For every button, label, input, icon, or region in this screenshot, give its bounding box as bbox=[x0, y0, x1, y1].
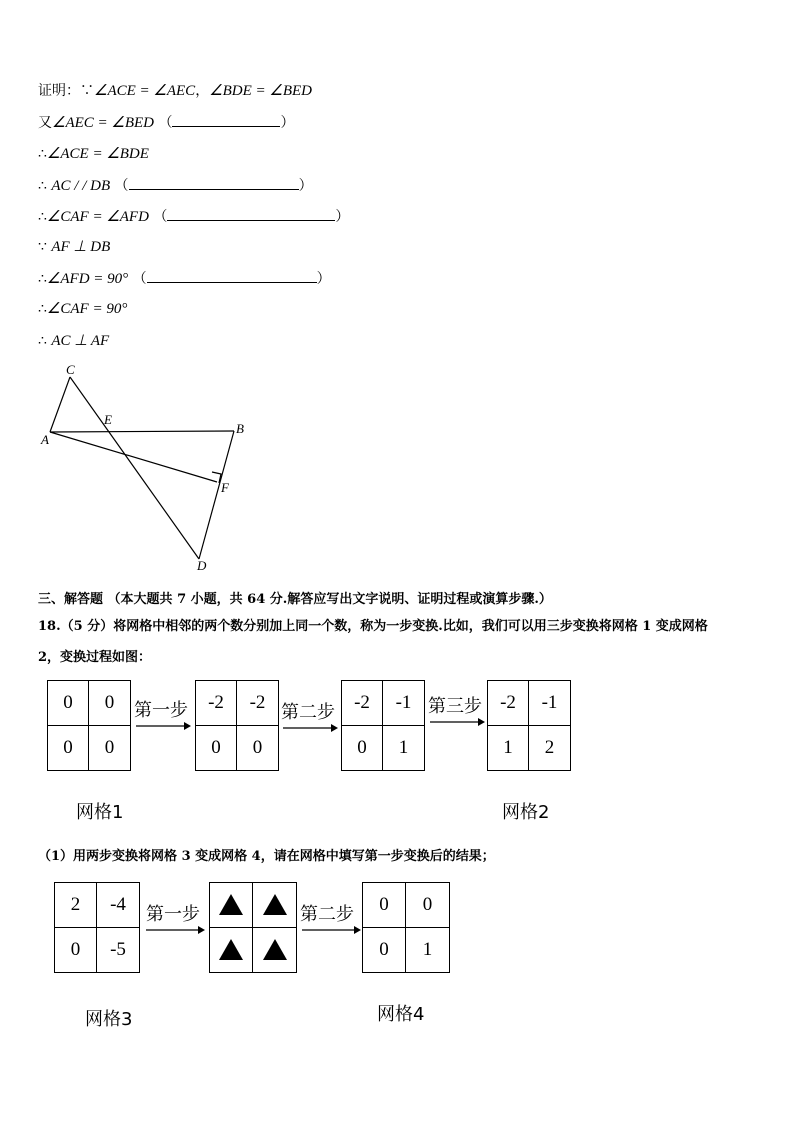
segment-cd bbox=[70, 377, 199, 559]
grid-cell: 0 bbox=[342, 726, 383, 771]
answer-cell[interactable] bbox=[253, 928, 296, 973]
grid-answer[interactable] bbox=[209, 882, 297, 973]
example-grid-1 bbox=[47, 680, 131, 771]
paren-open: （ bbox=[128, 271, 147, 287]
proof-math: ∠ACE = ∠BDE bbox=[46, 146, 149, 162]
proof-math: AC / / DB bbox=[51, 178, 111, 194]
grid4-cell: 0 bbox=[363, 883, 406, 928]
answer-blank[interactable] bbox=[172, 113, 280, 127]
answer-blank[interactable] bbox=[147, 269, 317, 283]
proof-math: AF ⊥ DB bbox=[51, 239, 111, 255]
grid4 bbox=[362, 882, 450, 973]
step-label: 第二步 bbox=[300, 904, 354, 925]
triangle-icon bbox=[219, 894, 243, 915]
proof-line bbox=[38, 269, 331, 288]
grid-cell: 0 bbox=[104, 736, 115, 758]
grid-cell: -2 bbox=[237, 681, 278, 726]
paren-open: （ bbox=[110, 178, 129, 194]
proof-math: ∠ACE = ∠AEC bbox=[94, 83, 196, 99]
arrow-icon bbox=[302, 924, 362, 936]
arrow-icon bbox=[430, 716, 486, 728]
arrow-icon bbox=[283, 722, 339, 734]
section-note: （本大题共 7 小题，共 64 分.解答应写出文字说明、证明过程或演算步骤.） bbox=[107, 592, 552, 607]
geometry-figure bbox=[36, 360, 256, 575]
proof-line bbox=[38, 113, 294, 132]
grid-cell: -2 bbox=[342, 681, 383, 726]
grid-cell: 1 bbox=[398, 736, 409, 758]
grid-cell: -2 bbox=[196, 681, 237, 726]
arrow-icon bbox=[136, 720, 192, 732]
grid4-cell: 0 bbox=[363, 928, 406, 973]
proof-prefix: ∴ bbox=[38, 333, 52, 349]
proof-prefix: ∴ bbox=[38, 271, 47, 287]
grid4-name: 网格4 bbox=[377, 1004, 425, 1025]
answer-cell[interactable] bbox=[253, 883, 296, 928]
proof-prefix: ∴ bbox=[38, 178, 52, 194]
proof-math: ∠CAF = ∠AFD bbox=[46, 209, 149, 225]
grid-cell: -2 bbox=[488, 681, 529, 726]
grid1-name: 网格1 bbox=[76, 802, 124, 823]
example-grid-2 bbox=[195, 680, 279, 771]
proof-prefix: ∴ bbox=[38, 146, 47, 162]
label-b: B bbox=[236, 421, 244, 436]
segment-bd bbox=[199, 431, 234, 559]
paren-close: ） bbox=[298, 178, 313, 194]
paren-open: （ bbox=[148, 209, 168, 225]
segment-af bbox=[50, 432, 217, 482]
grid-cell: 1 bbox=[488, 726, 529, 771]
proof-line bbox=[38, 82, 312, 100]
label-c: C bbox=[66, 362, 75, 377]
grid4-cell: 1 bbox=[422, 938, 433, 960]
proof-math: ∠AFD = 90° bbox=[46, 271, 129, 287]
section-heading bbox=[38, 588, 552, 607]
grid-cell: 0 bbox=[48, 681, 89, 726]
paren-close: ） bbox=[280, 115, 295, 131]
triangle-icon bbox=[219, 939, 243, 960]
grid3-cell: -4 bbox=[97, 883, 139, 928]
paren-close: ） bbox=[316, 271, 331, 287]
proof-line bbox=[38, 332, 109, 350]
label-a: A bbox=[41, 432, 49, 447]
answer-cell[interactable] bbox=[210, 928, 253, 973]
grid-cell: 0 bbox=[89, 681, 130, 726]
proof-math: ∠AEC = ∠BED bbox=[52, 115, 155, 131]
proof-sep: ， bbox=[195, 83, 210, 99]
proof-math: AC ⊥ AF bbox=[51, 333, 110, 349]
segment-ab bbox=[50, 431, 234, 432]
grid3 bbox=[54, 882, 140, 973]
proof-prefix: 证明：∵ bbox=[38, 83, 94, 99]
proof-line bbox=[38, 207, 349, 226]
label-d: D bbox=[197, 558, 207, 573]
grid3-cell: 2 bbox=[55, 883, 97, 928]
grid-cell: -1 bbox=[383, 681, 424, 726]
proof-line bbox=[38, 145, 149, 163]
example-grid-3 bbox=[341, 680, 425, 771]
grid3-cell: -5 bbox=[110, 938, 126, 960]
section-title: 三、解答题 bbox=[38, 592, 104, 607]
paren-open: （ bbox=[154, 115, 173, 131]
step-label: 第二步 bbox=[281, 702, 335, 723]
proof-prefix: ∵ bbox=[38, 239, 52, 255]
triangle-icon bbox=[263, 894, 287, 915]
grid-cell: -1 bbox=[529, 681, 570, 726]
proof-prefix: ∴ bbox=[38, 209, 47, 225]
grid-cell: 0 bbox=[48, 726, 89, 771]
grid-cell: 2 bbox=[544, 736, 555, 758]
example-grid-4 bbox=[487, 680, 571, 771]
grid2-name: 网格2 bbox=[502, 802, 550, 823]
triangle-icon bbox=[263, 939, 287, 960]
proof-line bbox=[38, 238, 110, 256]
grid3-cell: 0 bbox=[55, 928, 97, 973]
proof-prefix: ∴ bbox=[38, 301, 47, 317]
grid-cell: 0 bbox=[252, 736, 263, 758]
q18-line1: 18.（5 分）将网格中相邻的两个数分别加上同一个数，称为一步变换.比如，我们可以用三步变换将网格 1 变成网格 bbox=[38, 619, 708, 634]
paren-close: ） bbox=[335, 209, 350, 225]
segment-ac bbox=[50, 377, 70, 432]
q18-line2: 2，变换过程如图： bbox=[38, 650, 152, 665]
proof-line bbox=[38, 300, 127, 318]
proof-math: ∠CAF = 90° bbox=[46, 301, 128, 317]
grid4-cell: 0 bbox=[406, 883, 449, 928]
step-label: 第一步 bbox=[146, 904, 200, 925]
answer-cell[interactable] bbox=[210, 883, 253, 928]
arrow-icon bbox=[146, 924, 206, 936]
grid-cell: 0 bbox=[196, 726, 237, 771]
proof-prefix: 又 bbox=[38, 115, 52, 131]
proof-math: ∠BDE = ∠BED bbox=[209, 83, 313, 99]
answer-blank[interactable] bbox=[167, 207, 335, 221]
proof-line bbox=[38, 176, 313, 195]
label-f: F bbox=[221, 480, 229, 495]
answer-blank[interactable] bbox=[129, 176, 299, 190]
q18-sub1: （1）用两步变换将网格 3 变成网格 4，请在网格中填写第一步变换后的结果； bbox=[38, 849, 495, 864]
step-label: 第三步 bbox=[428, 696, 482, 717]
grid3-name: 网格3 bbox=[85, 1009, 133, 1030]
step-label: 第一步 bbox=[134, 700, 188, 721]
label-e: E bbox=[104, 412, 112, 427]
